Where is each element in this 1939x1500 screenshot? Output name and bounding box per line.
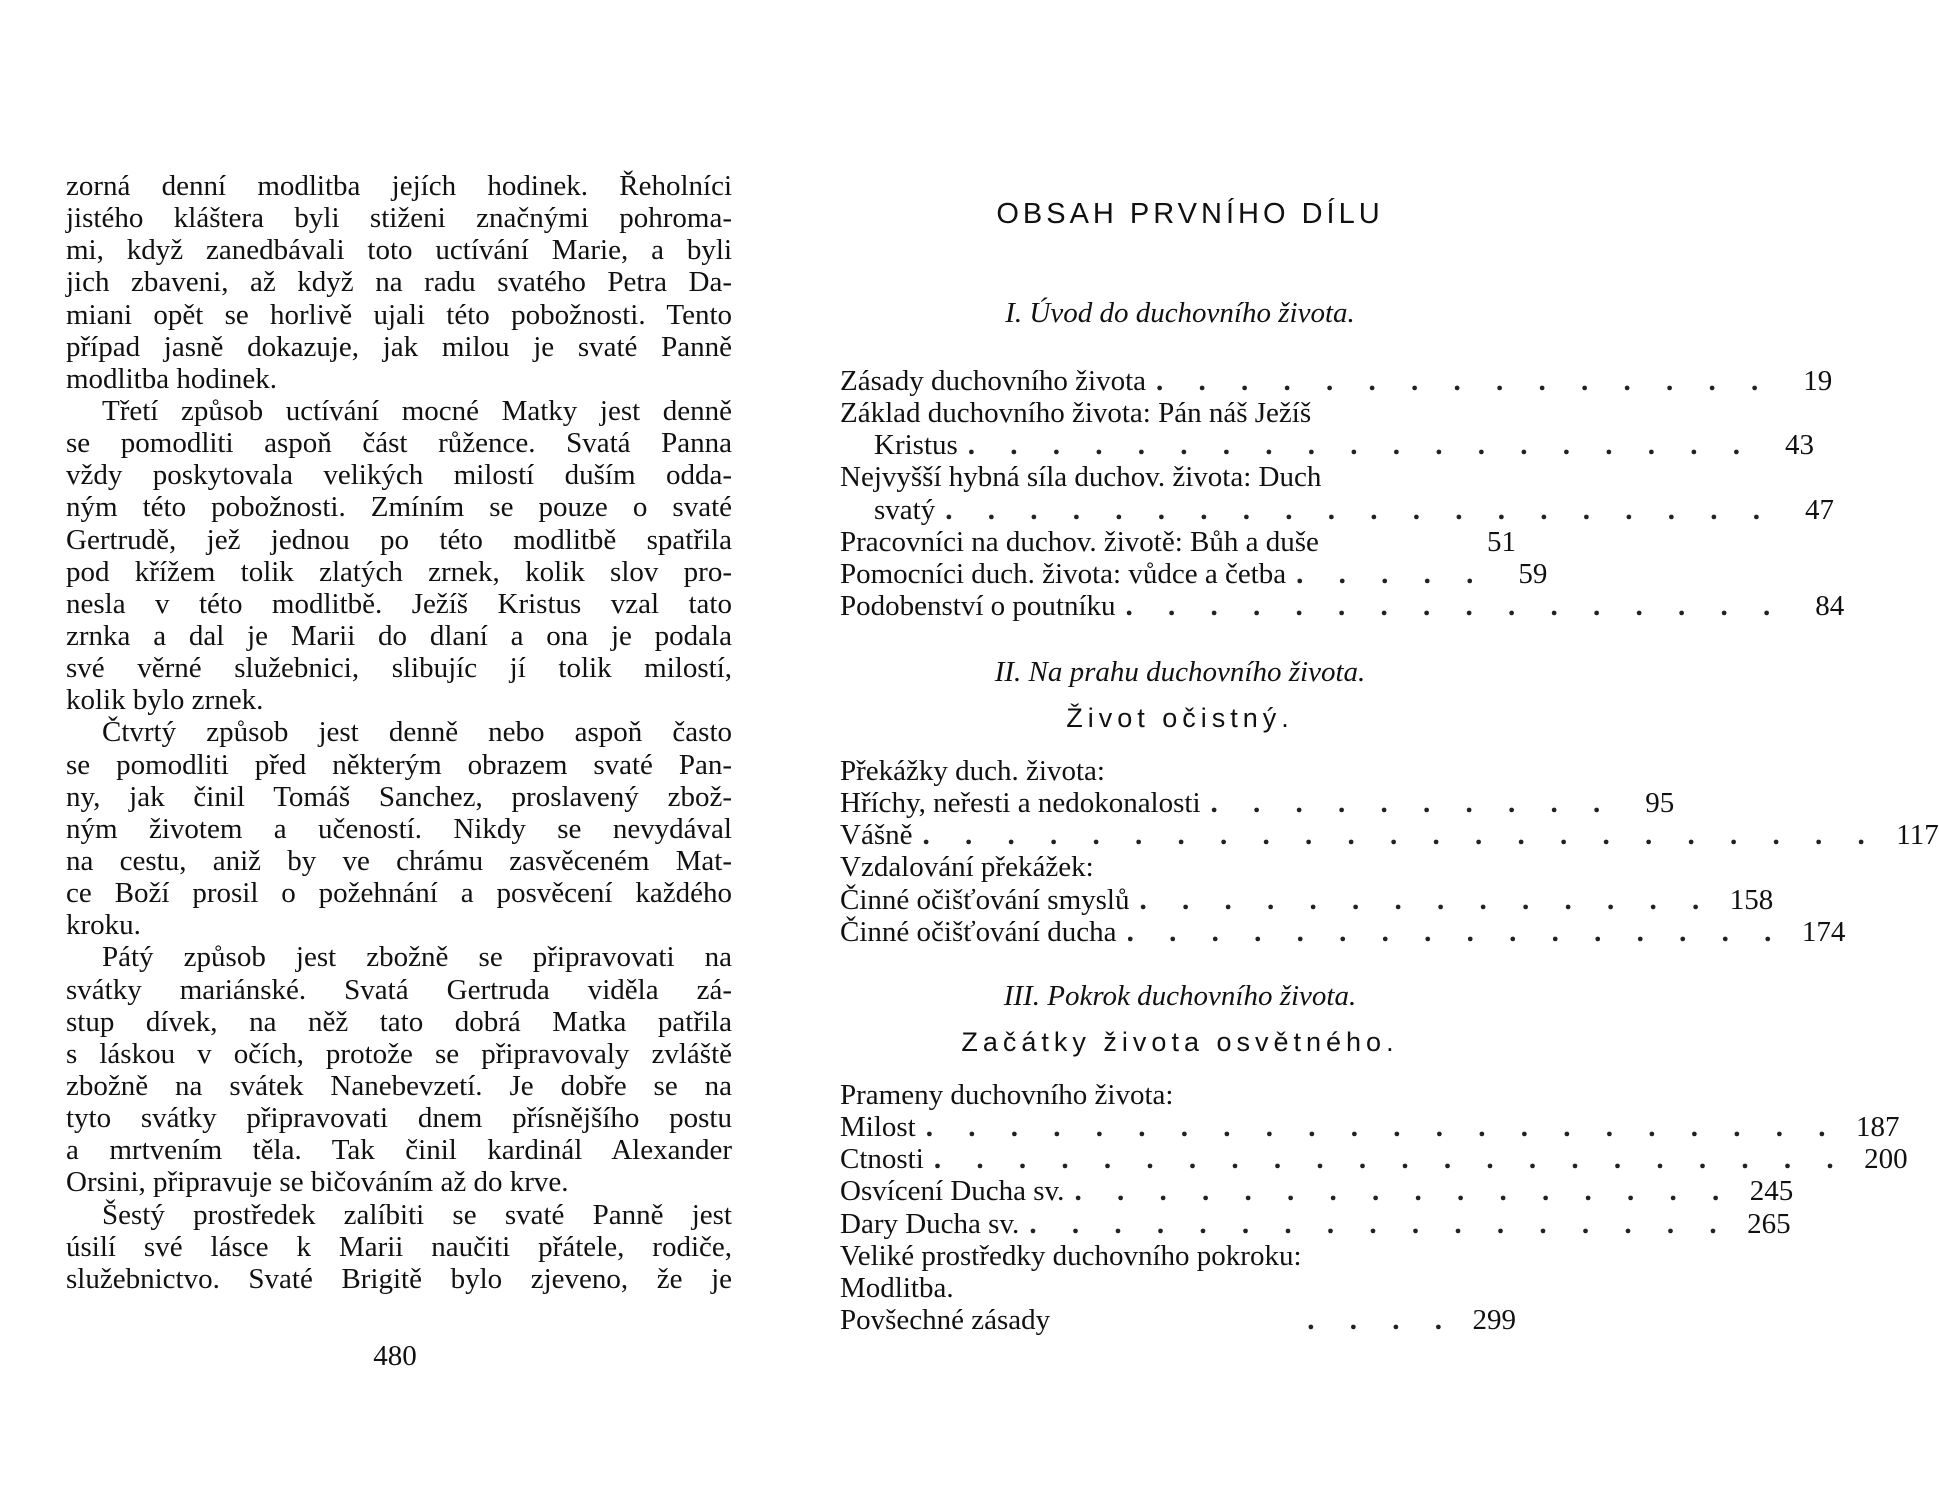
- toc-entry-page: 51: [1487, 525, 1516, 558]
- text-line: Orsini, připravuje se bičováním až do krve.: [66, 1166, 569, 1199]
- toc-entry[interactable]: [840, 429, 1815, 462]
- toc-entry-page: 19: [1803, 365, 1833, 397]
- toc-entry-title: Osvícení Ducha sv.: [840, 1175, 1065, 1208]
- toc-entry[interactable]: [840, 526, 1516, 558]
- toc-entry-title: Povšechné zásady: [840, 1303, 1051, 1336]
- text-line: stup dívek, na něž tato dobrá Matka patřila: [66, 1005, 732, 1038]
- text-line: jich zbaveni, až když na radu svatého Petra Da-: [66, 266, 732, 299]
- text-line: mi, když zanedbávali toto uctívání Marie, a byli: [66, 234, 732, 267]
- leader-dots: . . . . . . . . . . . . . . . . . . . . . .: [925, 1111, 1840, 1144]
- toc-entry[interactable]: [840, 1304, 1516, 1336]
- toc-entry-title: Milost: [840, 1111, 916, 1144]
- toc-entry-title: Pomocníci duch. života: vůdce a četba: [840, 557, 1287, 590]
- text-line: a mrtvením těla. Tak činil kardinál Alexander: [66, 1134, 732, 1167]
- text-line: nesla v této modlitbě. Ježíš Kristus vzal tato: [66, 587, 732, 620]
- toc-entry-title: Nejvyšší hybná síla duchov. života: Duch: [840, 461, 1322, 494]
- toc-entry-page: 43: [1785, 429, 1815, 462]
- toc-entry-page: 158: [1729, 883, 1774, 916]
- leader-dots: . . . . . . . . . . . . . . . . . . . . . .: [933, 1143, 1848, 1176]
- section-subheading: Začátky života osvětného.: [961, 1027, 1399, 1057]
- toc-entry-title: Činné očišťování smyslů: [840, 883, 1130, 916]
- toc-entry-title: Hříchy, neřesti a nedokonalosti: [840, 787, 1201, 820]
- leader-dots: . . . . . . . . . . . . . .: [1139, 883, 1714, 916]
- text-line: Šestý prostředek zalíbiti se svaté Panně jest: [102, 1198, 732, 1231]
- toc-entry-page: 265: [1747, 1207, 1791, 1240]
- toc-entry-title: Základ duchovního života: Pán náš Ježíš: [840, 397, 1312, 430]
- text-line: zbožně na svátek Nanebevzetí. Je dobře se na: [66, 1069, 732, 1102]
- toc-entry-page: 200: [1864, 1143, 1908, 1176]
- toc-entry[interactable]: [840, 915, 1846, 948]
- text-line: kolik bylo zrnek.: [66, 684, 264, 717]
- text-line: s láskou v očích, protože se připravovaly zvláště: [66, 1037, 732, 1070]
- page-number: 480: [373, 1340, 417, 1372]
- toc-entry[interactable]: [840, 1079, 1516, 1111]
- leader-dots: . . . . .: [1296, 557, 1488, 590]
- toc-entry[interactable]: [840, 589, 1845, 622]
- toc-entry-title: Zásady duchovního života: [840, 365, 1147, 397]
- toc-entry-page: 117: [1896, 819, 1939, 852]
- section-heading: I. Úvod do duchovního života.: [1005, 297, 1355, 329]
- text-line: případ jasně dokazuje, jak milou je svaté Panně: [66, 330, 732, 363]
- text-line: zrnka a dal je Marii do dlaní a ona je podala: [66, 619, 732, 652]
- text-line: Pátý způsob jest zbožně se připravovati na: [102, 941, 732, 974]
- text-line: vždy poskytovala velikých milostí duším odda-: [66, 459, 732, 492]
- text-line: modlitba hodinek.: [66, 362, 278, 395]
- toc-entry[interactable]: [840, 1143, 1908, 1176]
- leader-dots: . . . . . . . . . . . . . . . . .: [1029, 1207, 1731, 1240]
- leader-dots: . . . . . . . . . . . . . . .: [1156, 365, 1773, 397]
- text-line: tyto svátky připravovati dnem přísnějšího postu: [66, 1102, 732, 1135]
- section-heading: III. Pokrok duchovního života.: [1003, 980, 1357, 1012]
- text-line: se pomodliti před některým obrazem svaté Pan-: [66, 748, 732, 781]
- toc-entry-title: Vzdalování překážek:: [840, 851, 1094, 884]
- text-line: Třetí způsob uctívání mocné Matky jest denně: [102, 394, 732, 427]
- toc-entry-title: Veliké prostředky duchovního pokroku:: [840, 1239, 1302, 1272]
- toc-list: [840, 755, 1939, 948]
- toc-entry-title: svatý: [874, 493, 936, 526]
- section-subheading: Život očistný.: [1066, 703, 1294, 733]
- toc-entry-page: 174: [1801, 915, 1846, 948]
- toc-entry[interactable]: [840, 851, 1516, 883]
- toc-entry-title: Kristus: [874, 429, 958, 462]
- toc-entry-title: Modlitba.: [840, 1271, 954, 1304]
- toc-entry-title: Činné očišťování ducha: [840, 915, 1117, 948]
- toc-entry[interactable]: [840, 365, 1833, 397]
- toc-entry-title: Pracovníci na duchov. životě: Bůh a duše: [840, 525, 1319, 558]
- text-line: úsilí své lásce k Marii naučiti přátele, rodiče,: [66, 1230, 732, 1263]
- text-line: na cestu, aniž by ve chrámu zasvěceném Mat-: [66, 844, 732, 877]
- text-line: ny, jak činil Tomáš Sanchez, proslavený zbož-: [66, 780, 732, 813]
- leader-dots: . . . . . . . . . . . . . . . . . . . .: [945, 493, 1774, 526]
- text-line: kroku.: [66, 909, 141, 942]
- leader-dots: . . . . . . . . . . . . . . . . . . . . . . .: [922, 819, 1879, 852]
- text-line: ce Boží prosil o požehnání a posvěcení každého: [66, 877, 732, 910]
- toc-entry[interactable]: [840, 883, 1774, 916]
- text-line: ným životem a učeností. Nikdy se nevydával: [66, 812, 732, 845]
- leader-dots: . . . . . . . . . . . . . . . .: [1074, 1175, 1734, 1208]
- text-line: své věrné služebnici, slibujíc jí tolik milostí,: [66, 652, 732, 685]
- toc-entry-title: Vášně: [840, 819, 913, 852]
- toc-entry[interactable]: [840, 1175, 1794, 1208]
- leader-dots: . . . . . . . . . .: [1210, 787, 1615, 820]
- text-line: ným této pobožnosti. Zmíním se pouze o svaté: [66, 491, 732, 524]
- leader-dots: . . . .: [1307, 1303, 1456, 1336]
- toc-entry-page: 59: [1518, 557, 1548, 590]
- text-line: svátky mariánské. Svatá Gertruda viděla zá-: [66, 973, 732, 1006]
- section-heading: II. Na prahu duchovního života.: [994, 656, 1366, 688]
- leader-dots: . . . . . . . . . . . . . . . .: [1126, 915, 1786, 948]
- toc-entry[interactable]: [840, 1272, 1516, 1304]
- text-line: Čtvrtý způsob jest denně nebo aspoň často: [102, 716, 732, 749]
- toc-entry-title: Prameny duchovního života:: [840, 1079, 1174, 1111]
- toc-entry-page: 84: [1815, 589, 1845, 622]
- toc-entry-page: 299: [1472, 1303, 1516, 1336]
- toc-entry[interactable]: [840, 397, 1516, 429]
- toc-entry-page: 47: [1804, 493, 1834, 526]
- toc-list: [840, 365, 1845, 622]
- text-line: jistého kláštera byli stiženi značnými pohroma-: [66, 202, 732, 235]
- text-line: miani opět se horlivě ujali této pobožnosti. Tento: [66, 298, 732, 331]
- toc-list: [840, 1079, 1908, 1336]
- toc-entry[interactable]: [840, 1240, 1516, 1272]
- toc-title: OBSAH PRVNÍHO DÍLU: [996, 198, 1384, 230]
- leader-dots: . . . . . . . . . . . . . . . .: [1125, 589, 1785, 622]
- toc-entry[interactable]: [840, 1207, 1791, 1240]
- toc-entry[interactable]: [840, 819, 1939, 852]
- toc-entry[interactable]: [840, 461, 1516, 493]
- text-line: se pomodliti aspoň část růžence. Svatá Panna: [66, 427, 732, 460]
- toc-entry-page: 187: [1856, 1111, 1900, 1144]
- text-line: zorná denní modlitba jejích hodinek. Řeholníci: [66, 170, 732, 202]
- toc-entry-title: Podobenství o poutníku: [840, 589, 1116, 622]
- text-line: pod křížem tolik zlatých zrnek, kolik slov pro-: [66, 555, 732, 588]
- toc-entry[interactable]: [840, 557, 1548, 590]
- toc-entry[interactable]: [840, 787, 1675, 820]
- toc-entry[interactable]: [840, 755, 1516, 787]
- text-line: Gertrudě, jež jednou po této modlitbě spatřila: [66, 523, 732, 556]
- toc-entry[interactable]: [840, 493, 1834, 526]
- toc-entry-title: Ctnosti: [840, 1143, 924, 1176]
- toc-entry-title: Dary Ducha sv.: [840, 1207, 1020, 1240]
- toc-entry-page: 245: [1749, 1175, 1794, 1208]
- text-line: služebnictvo. Svaté Brigitě bylo zjeveno, že je: [66, 1262, 732, 1295]
- toc-entry-page: 95: [1645, 787, 1675, 820]
- left-page-text: [66, 170, 732, 1295]
- toc-entry-title: Překážky duch. života:: [840, 755, 1105, 787]
- leader-dots: . . . . . . . . . . . . . . . . . . .: [967, 429, 1755, 462]
- toc-entry[interactable]: [840, 1111, 1900, 1144]
